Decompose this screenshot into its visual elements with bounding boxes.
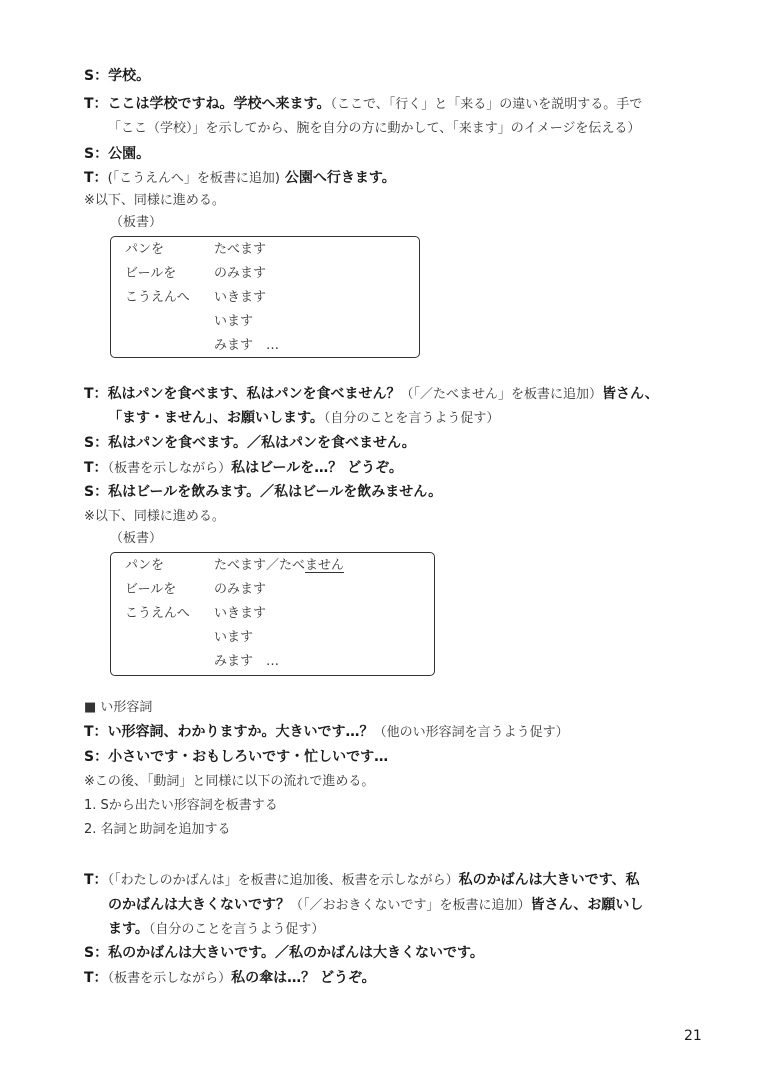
- line-10: T：（板書を示しながら）私はビールを…？ どうぞ。: [84, 460, 403, 476]
- line-14: T：い形容詞、わかりますか。大きいです…？（他のい形容詞を言うよう促す）: [84, 724, 569, 740]
- list-item-2: 2. 名詞と助詞を追加する: [84, 822, 231, 837]
- board2-left-2: ビールを: [125, 582, 177, 597]
- board1-left-2: ビールを: [125, 266, 177, 281]
- line-2: T：ここは学校ですね。学校へ来ます。（ここで、「行く」と「来る」の違いを説明する。手で: [84, 96, 643, 112]
- board2-right-3: いきます: [214, 606, 267, 621]
- board2: [110, 552, 435, 676]
- line-9: S：私はパンを食べます。／私はパンを食べません。: [84, 435, 416, 451]
- board1-right-3: いきます: [214, 290, 267, 305]
- board1-left-3: こうえんへ: [125, 290, 190, 305]
- line-23: T：（板書を示しながら）私の傘は…？ どうぞ。: [84, 970, 376, 986]
- line-22: S：私のかばんは大きいです。／私のかばんは大きくないです。: [84, 945, 484, 961]
- board2-right-4: います: [214, 630, 254, 645]
- board2-caption: （板書）: [110, 531, 163, 546]
- line-20: のかばんは大きくないです？（「／おおきくないです」を板書に追加）皆さん、お願いし: [108, 897, 644, 913]
- line-5: T：(「こうえんへ」を板書に追加) 公園へ行きます。: [84, 170, 396, 186]
- board1-right-2: のみます: [214, 266, 267, 281]
- line-15: S：小さいです・おもしろいです・忙しいです…: [84, 749, 389, 765]
- board2-right-5: みます …: [214, 654, 280, 669]
- board2-right-2: のみます: [214, 582, 267, 597]
- line-4: S：公園。: [84, 146, 151, 162]
- line-11: S：私はビールを飲みます。／私はビールを飲みません。: [84, 484, 443, 500]
- board1-left-1: パンを: [125, 242, 165, 257]
- line-12: ※以下、同様に進める。: [84, 509, 225, 524]
- line-19: T：（「わたしのかばんは」を板書に追加後、板書を示しながら）私のかばんは大きいです、私: [84, 872, 640, 888]
- line-7: T：私はパンを食べます、私はパンを食べません？（「／たべません」を板書に追加）皆さん、: [84, 386, 659, 402]
- line-21: ます。（自分のことを言うよう促す）: [108, 921, 325, 937]
- line-1: S：学校。: [84, 68, 151, 84]
- list-item-1: 1. Sから出たい形容詞を板書する: [84, 798, 278, 813]
- section-heading: ■ い形容詞: [84, 700, 153, 715]
- board1-right-1: たべます: [214, 242, 267, 257]
- line-3: 「ここ（学校）」を示してから、腕を自分の方に動かして、「来ます」のイメージを伝える）: [108, 121, 641, 136]
- line-6: ※以下、同様に進める。: [84, 193, 225, 208]
- board1-right-4: います: [214, 314, 254, 329]
- line-16: ※この後、「動詞」と同様に以下の流れで進める。: [84, 774, 375, 789]
- board2-left-1: パンを: [125, 558, 165, 573]
- board1-caption: （板書）: [110, 215, 163, 230]
- board2-right-1: たべます／たべません: [214, 558, 345, 573]
- board1-right-5: みます …: [214, 338, 280, 353]
- line-8: 「ます・ません」、お願いします。（自分のことを言うよう促す）: [108, 410, 500, 426]
- board1: [110, 236, 420, 358]
- page-number: 21: [684, 1028, 702, 1044]
- board2-left-3: こうえんへ: [125, 606, 190, 621]
